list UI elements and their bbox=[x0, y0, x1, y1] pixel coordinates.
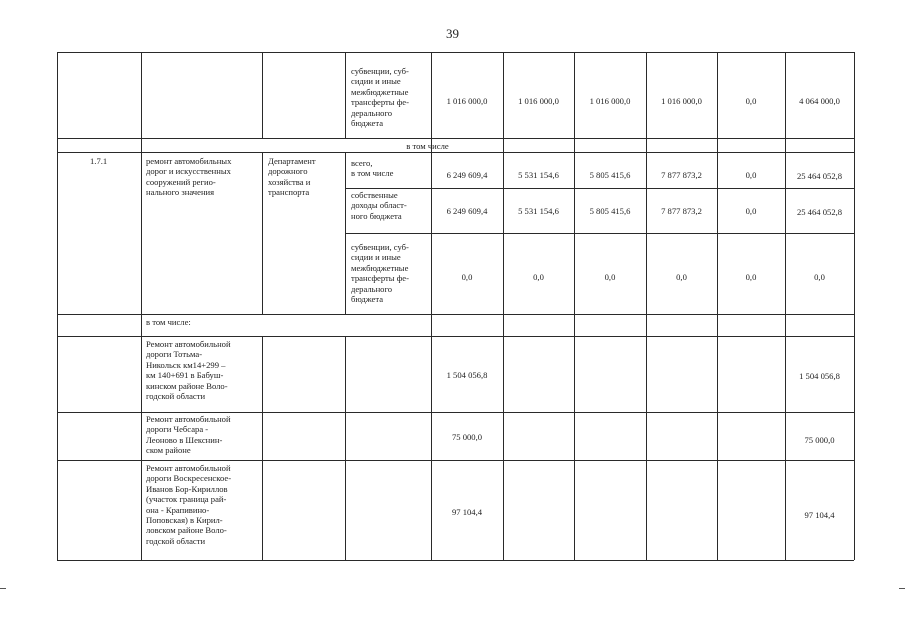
table-rule bbox=[57, 152, 854, 153]
value-cell: 0,0 bbox=[745, 96, 757, 106]
value-cell: 6 249 609,4 bbox=[446, 170, 488, 180]
item-name: ремонт автомобильных дорог и искусственных сооружений регио- нального значения bbox=[146, 156, 232, 198]
total-cell: 4 064 000,0 bbox=[799, 96, 840, 106]
table-rule bbox=[57, 560, 854, 561]
page-number: 39 bbox=[446, 26, 459, 41]
table-rule bbox=[141, 52, 142, 560]
table-rule bbox=[345, 152, 346, 314]
value-cell: 5 805 415,6 bbox=[589, 170, 631, 180]
table-rule bbox=[345, 336, 346, 560]
table-rule bbox=[262, 152, 263, 314]
total-cell: 1 504 056,8 bbox=[799, 371, 840, 381]
including-label: в том числе: bbox=[146, 317, 191, 327]
table-rule bbox=[646, 52, 647, 560]
table-rule bbox=[57, 412, 854, 413]
total-cell: 25 464 052,8 bbox=[796, 171, 843, 181]
total-cell: 0,0 bbox=[814, 272, 825, 282]
table-rule bbox=[503, 52, 504, 560]
table-rule bbox=[57, 460, 854, 461]
section-header: в том числе bbox=[406, 141, 449, 151]
table-rule bbox=[57, 314, 854, 315]
value-cell: 7 877 873,2 bbox=[661, 170, 702, 180]
table-rule bbox=[57, 52, 854, 53]
value-cell: 7 877 873,2 bbox=[661, 206, 702, 216]
table-rule bbox=[854, 52, 855, 560]
value-cell: 6 249 609,4 bbox=[446, 206, 488, 216]
value-cell: 5 531 154,6 bbox=[518, 170, 559, 180]
value-cell: 97 104,4 bbox=[451, 507, 483, 517]
item-executor: Департамент дорожного хозяйства и транспорта bbox=[268, 156, 316, 198]
total-cell: 75 000,0 bbox=[804, 435, 835, 445]
table-rule bbox=[57, 336, 854, 337]
table-rule bbox=[345, 233, 854, 234]
value-cell: 5 805 415,6 bbox=[589, 206, 631, 216]
item-number: 1.7.1 bbox=[90, 156, 108, 166]
value-cell: 1 016 000,0 bbox=[446, 96, 488, 106]
value-cell: 0,0 bbox=[676, 272, 687, 282]
total-cell: 25 464 052,8 bbox=[796, 207, 843, 217]
scan-mark bbox=[899, 588, 905, 589]
table-rule bbox=[345, 188, 854, 189]
source-label: субвенции, суб- сидии и иные межбюджетные трансферты фе- дерального бюджета bbox=[351, 66, 409, 129]
value-cell: 75 000,0 bbox=[451, 432, 483, 442]
value-cell: 0,0 bbox=[745, 206, 757, 216]
value-cell: 1 016 000,0 bbox=[589, 96, 631, 106]
scan-mark bbox=[0, 588, 6, 589]
sub-item-name: Ремонт автомобильной дороги Тотьма- Никольск км14+299 – км 140+691 в Бабуш- кинском районе Воло- годской области bbox=[146, 339, 231, 402]
value-cell: 1 504 056,8 bbox=[446, 370, 488, 380]
table-rule bbox=[785, 52, 786, 560]
value-cell: 0,0 bbox=[533, 272, 544, 282]
value-cell: 0,0 bbox=[745, 272, 757, 282]
value-cell: 5 531 154,6 bbox=[518, 206, 559, 216]
table-rule bbox=[57, 52, 58, 560]
value-cell: 1 016 000,0 bbox=[518, 96, 559, 106]
sub-item-name: Ремонт автомобильной дороги Чебсара - Леоново в Шекснин- ском районе bbox=[146, 414, 231, 456]
value-cell: 1 016 000,0 bbox=[661, 96, 702, 106]
source-label: субвенции, суб- сидии и иные межбюджетные трансферты фе- дерального бюджета bbox=[351, 242, 409, 305]
source-label: всего, в том числе bbox=[351, 158, 394, 179]
table-rule bbox=[431, 52, 432, 560]
table-rule bbox=[262, 52, 263, 138]
sub-item-name: Ремонт автомобильной дороги Воскресенское- Иванов Бор-Кириллов (участок граница рай- она - Крапивино- Поповская) в Кирил- ловском районе Воло- годской области bbox=[146, 463, 232, 546]
source-label: собственные доходы област- ного бюджета bbox=[351, 190, 407, 221]
table-rule bbox=[717, 52, 718, 560]
value-cell: 0,0 bbox=[604, 272, 616, 282]
value-cell: 0,0 bbox=[745, 170, 757, 180]
table-rule bbox=[262, 336, 263, 560]
table-rule bbox=[345, 52, 346, 138]
table-rule bbox=[574, 52, 575, 560]
total-cell: 97 104,4 bbox=[804, 510, 835, 520]
table-rule bbox=[57, 138, 854, 139]
value-cell: 0,0 bbox=[461, 272, 473, 282]
